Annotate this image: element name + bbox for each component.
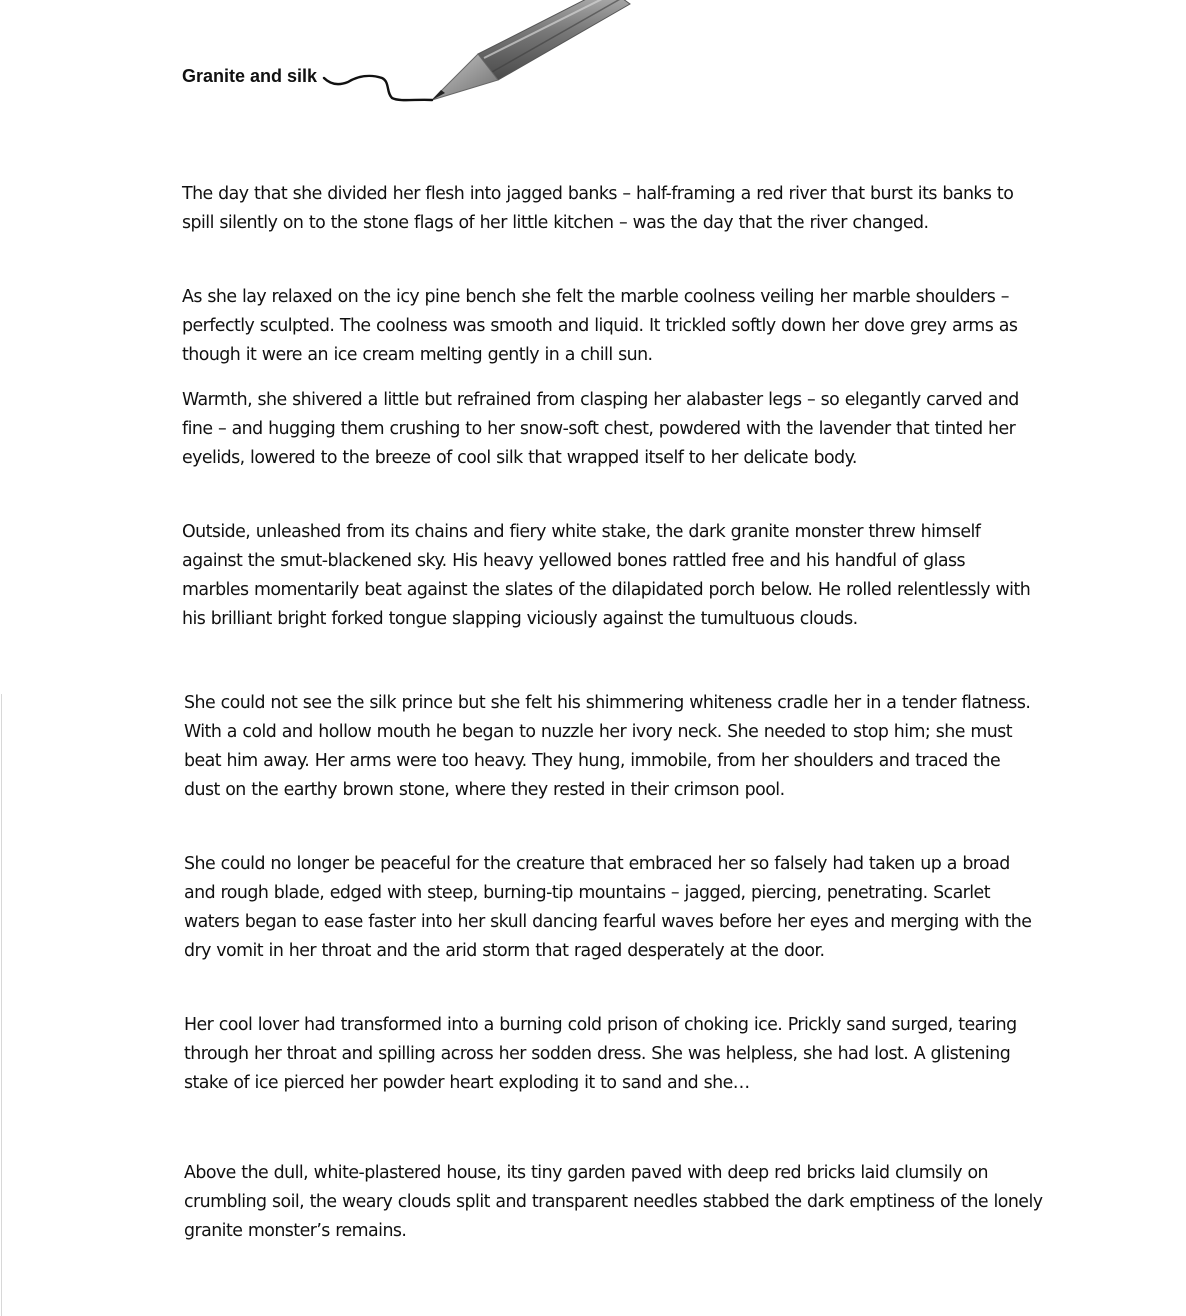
document-title: Granite and silk bbox=[182, 66, 318, 86]
paragraph-6: She could no longer be peaceful for the creature that embraced her so falsely had taken up a broad and rough blade, edged with steep, burning-tip mountains – jagged, piercing, penetrating. Scarlet waters began to ease faster into her skull dancing fearful waves before her eyes and merging with the dry vomit in her throat and the arid storm that raged desperately at the door. bbox=[184, 854, 1032, 961]
paragraph-7: Her cool lover had transformed into a burning cold prison of choking ice. Prickly sand surged, tearing through her throat and spilling across her sodden dress. She was helpless, she had lost. A glistening stake of ice pierced her powder heart exploding it to sand and she… bbox=[184, 1015, 1017, 1093]
paragraph-4: Outside, unleashed from its chains and fiery white stake, the dark granite monster threw himself against the smut-blackened sky. His heavy yellowed bones rattled free and his handful of glass marbles momentarily beat against the slates of the dilapidated porch below. He rolled relentlessly with his brilliant bright forked tongue slapping viciously against the tumultuous clouds. bbox=[182, 522, 1031, 629]
page-margin-rule bbox=[1, 694, 2, 1316]
paragraph-5: She could not see the silk prince but she felt his shimmering whiteness cradle her in a tender flatness. With a cold and hollow mouth he began to nuzzle her ivory neck. She needed to stop him; she must beat him away. Her arms were too heavy. They hung, immobile, from her shoulders and traced the dust on the earthy brown stone, where they rested in their crimson pool. bbox=[184, 693, 1031, 800]
paragraph-8: Above the dull, white-plastered house, its tiny garden paved with deep red bricks laid clumsily on crumbling soil, the weary clouds split and transparent needles stabbed the dark emptiness of the lonely granite monster’s remains. bbox=[184, 1163, 1043, 1241]
paragraph-1: The day that she divided her flesh into jagged banks – half-framing a red river that burst its banks to spill silently on to the stone flags of her little kitchen – was the day that the river changed. bbox=[182, 184, 1014, 233]
pencil-icon bbox=[300, 0, 640, 120]
paragraph-3: Warmth, she shivered a little but refrained from clasping her alabaster legs – so elegantly carved and fine – and hugging them crushing to her snow-soft chest, powdered with the lavender that tinted her eyelids, lowered to the breeze of cool silk that wrapped itself to her delicate body. bbox=[182, 390, 1019, 468]
paragraph-2: As she lay relaxed on the icy pine bench she felt the marble coolness veiling her marble shoulders – perfectly sculpted. The coolness was smooth and liquid. It trickled softly down her dove grey arms as though it were an ice cream melting gently in a chill sun. bbox=[182, 287, 1018, 365]
